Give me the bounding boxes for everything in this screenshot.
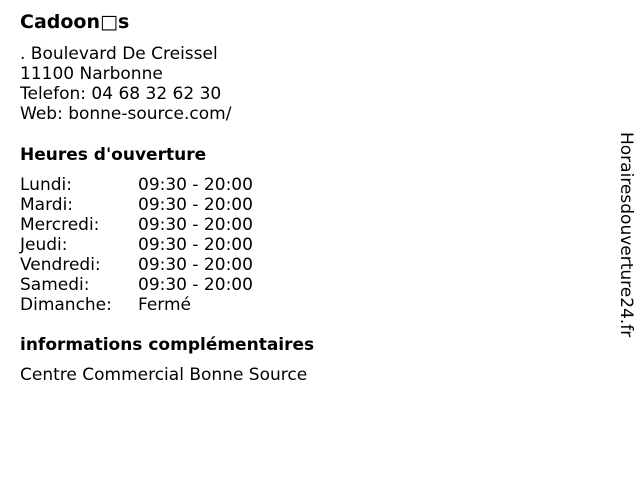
hours-title: Heures d'ouverture bbox=[20, 145, 207, 165]
hours-time: 09:30 - 20:00 bbox=[138, 175, 253, 195]
hours-table bbox=[20, 175, 253, 315]
hours-day: Mercredi: bbox=[20, 215, 100, 235]
address-block bbox=[20, 44, 580, 124]
hours-day: Samedi: bbox=[20, 275, 90, 295]
info-title: informations complémentaires bbox=[20, 335, 315, 355]
hours-day: Jeudi: bbox=[20, 235, 68, 255]
hours-time: 09:30 - 20:00 bbox=[138, 255, 253, 275]
phone-number: Telefon: 04 68 32 62 30 bbox=[20, 84, 222, 104]
hours-row bbox=[20, 255, 253, 275]
hours-row bbox=[20, 275, 253, 295]
hours-day: Lundi: bbox=[20, 175, 72, 195]
website-link[interactable]: Web: bonne-source.com/ bbox=[20, 104, 232, 124]
shop-name: Cadoon□s bbox=[20, 11, 130, 33]
hours-row bbox=[20, 295, 253, 315]
hours-row bbox=[20, 195, 253, 215]
hours-row bbox=[20, 175, 253, 195]
info-text: Centre Commercial Bonne Source bbox=[20, 365, 308, 385]
site-watermark: Horairesdouverture24.fr bbox=[616, 132, 636, 338]
hours-day: Mardi: bbox=[20, 195, 74, 215]
address-street: . Boulevard De Creissel bbox=[20, 44, 218, 64]
hours-day: Vendredi: bbox=[20, 255, 101, 275]
hours-day: Dimanche: bbox=[20, 295, 112, 315]
address-city: 11100 Narbonne bbox=[20, 64, 163, 84]
hours-time: 09:30 - 20:00 bbox=[138, 275, 253, 295]
hours-row bbox=[20, 235, 253, 255]
hours-time: 09:30 - 20:00 bbox=[138, 215, 253, 235]
hours-row bbox=[20, 215, 253, 235]
shop-card bbox=[20, 10, 580, 385]
hours-time: 09:30 - 20:00 bbox=[138, 235, 253, 255]
hours-time: Fermé bbox=[138, 295, 192, 315]
hours-time: 09:30 - 20:00 bbox=[138, 195, 253, 215]
